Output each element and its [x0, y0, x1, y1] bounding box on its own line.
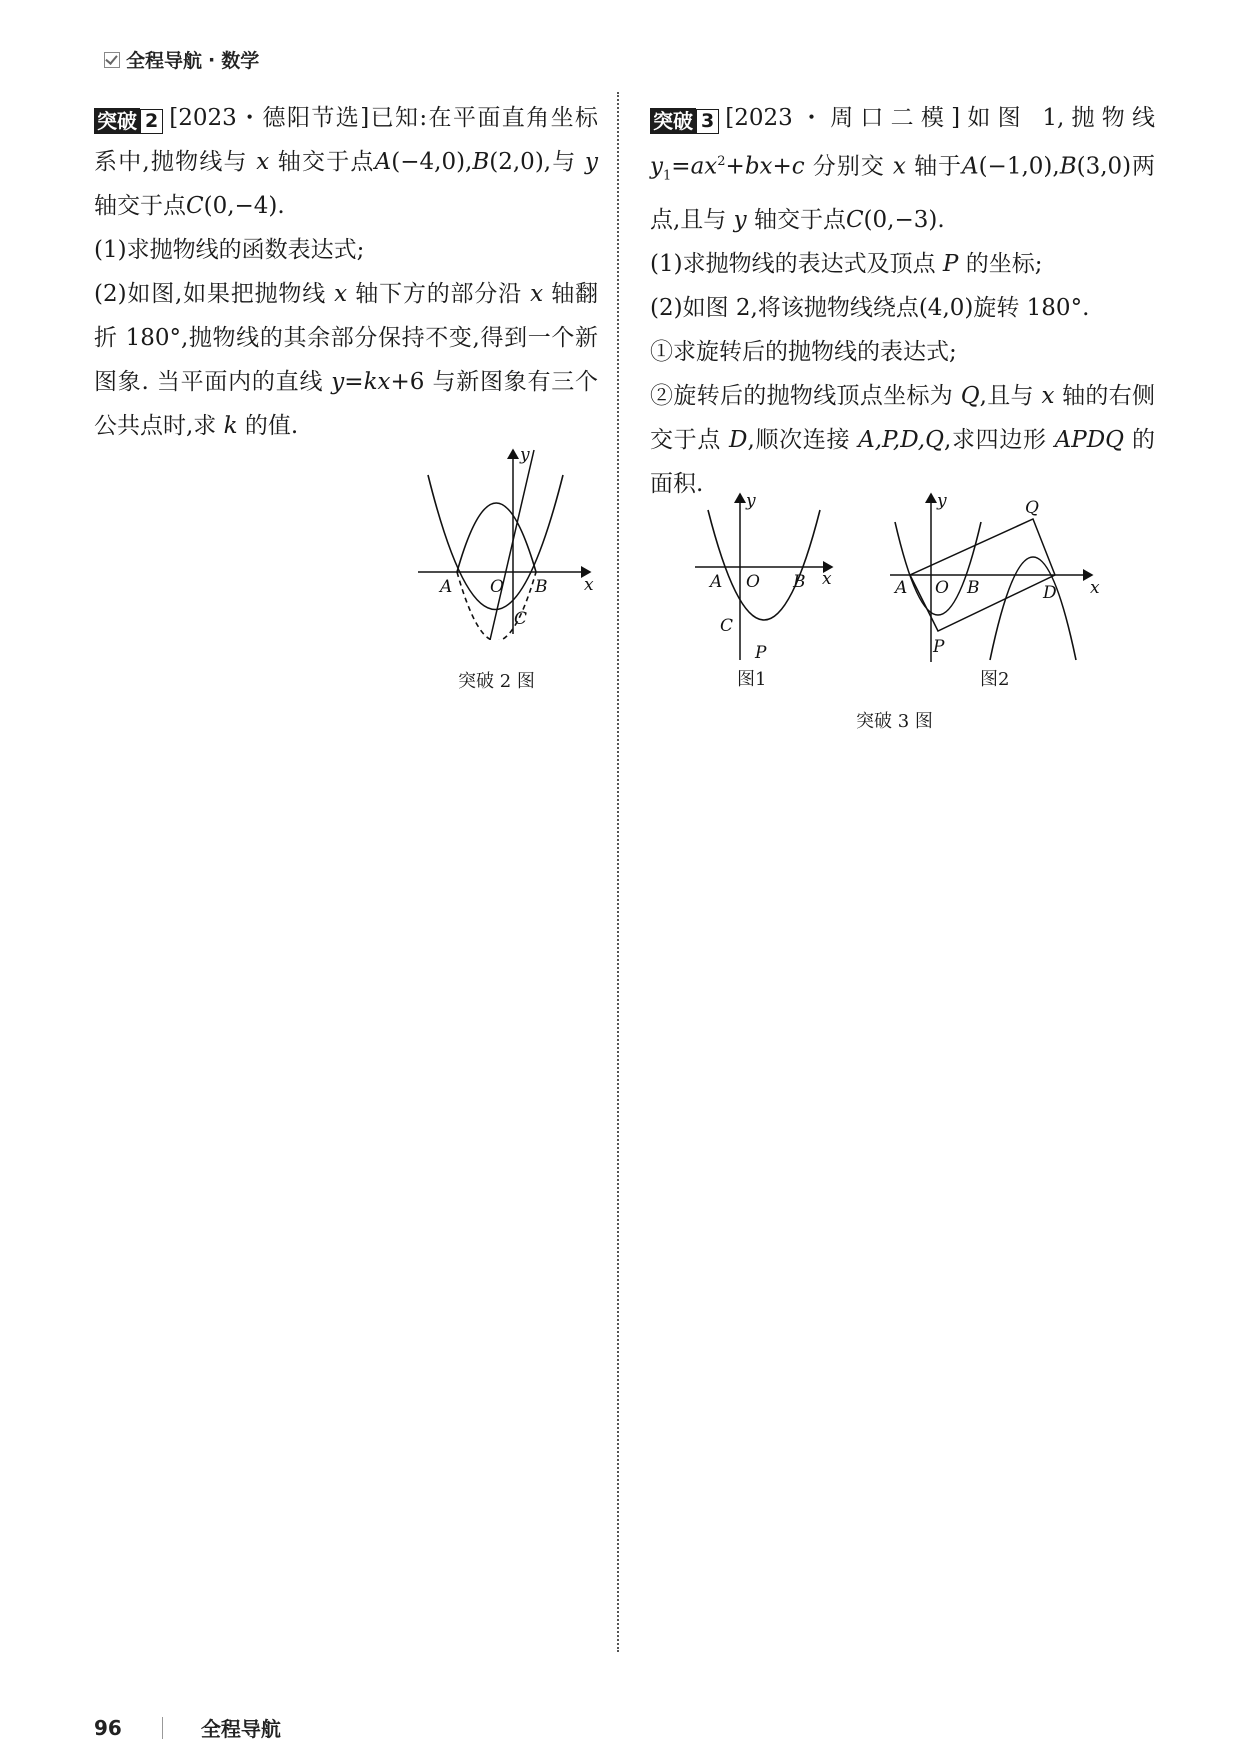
original-parabola — [895, 522, 981, 615]
problem-3-q2: (2)如图 2,将该抛物线绕点(4,0)旋转 180°. — [650, 295, 1090, 322]
label-y: y — [520, 445, 530, 465]
label-x: x — [1090, 578, 1100, 598]
text: 轴于 — [914, 153, 962, 180]
var-x: x — [377, 369, 391, 395]
text: 轴交于点 — [94, 193, 186, 219]
var-y: y — [585, 149, 599, 175]
var-bx: bx — [744, 153, 773, 180]
var-b: B — [472, 149, 490, 175]
var-y: y — [733, 207, 747, 234]
text: (−4,0), — [391, 149, 473, 175]
label-a: A — [895, 578, 908, 598]
text: ,顺次连接 — [747, 427, 851, 454]
var-y: y — [331, 369, 345, 395]
tag-label: 突破 — [650, 108, 696, 134]
var-c: C — [186, 193, 204, 219]
label-x: x — [584, 575, 594, 595]
text: ,求四边形 — [943, 427, 1047, 454]
tag-label: 突破 — [94, 108, 140, 134]
problem-3 — [650, 96, 1155, 506]
problem-3-tag — [650, 108, 719, 134]
text: ,且与 — [979, 383, 1034, 410]
label-d: D — [1043, 583, 1057, 603]
var-apdq: APDQ — [1054, 427, 1125, 454]
figure-2-caption: 图2 — [980, 669, 1010, 690]
column-divider — [617, 92, 619, 1652]
var-y: y — [650, 153, 663, 180]
var-b: B — [1059, 153, 1077, 180]
label-a: A — [440, 577, 453, 597]
header-title: 全程导航 — [126, 50, 203, 72]
problem-source: [2023・德阳节选] — [169, 105, 370, 131]
label-c: C — [514, 609, 528, 629]
text: = — [344, 369, 364, 395]
figure-1-caption: 图1 — [737, 669, 767, 690]
label-b: B — [793, 572, 806, 592]
text: 轴下方的部分沿 — [355, 281, 522, 307]
text: 轴翻折 180°,抛物线的其余部分保持不变,得到一个新图象. 当平面内的直线 — [94, 281, 599, 395]
text: (3,0)两点,且与 — [650, 153, 1156, 234]
problem-2-figure — [410, 440, 610, 640]
var-c: C — [845, 207, 864, 234]
checkbox-icon — [104, 52, 120, 68]
text: + — [772, 153, 792, 180]
problem-3-q2-1: ①求旋转后的抛物线的表达式; — [650, 339, 957, 366]
var-a: A — [961, 153, 979, 180]
parabola — [708, 510, 820, 620]
label-q: Q — [1025, 498, 1039, 518]
problem-3-caption: 突破 3 图 — [856, 711, 933, 732]
flipped-arc — [457, 503, 536, 572]
problem-2-q1: (1)求抛物线的函数表达式; — [94, 237, 365, 263]
text: 轴交于点 — [753, 207, 846, 234]
var-list: A,P,D,Q — [858, 427, 944, 454]
label-p: P — [755, 643, 767, 663]
header-subject: 数学 — [221, 50, 260, 72]
var-q: Q — [960, 383, 980, 410]
var-x: x — [892, 153, 906, 180]
problem-2-intro — [94, 96, 598, 228]
text: 分别交 — [812, 153, 885, 180]
var-p: P — [942, 251, 959, 278]
label-y: y — [937, 491, 947, 511]
sup-2: 2 — [717, 154, 726, 169]
problem-source: [2023・周口二模] — [725, 105, 961, 131]
rotated-parabola — [990, 557, 1076, 660]
problem-3-intro — [650, 96, 1155, 242]
var-k: k — [363, 369, 378, 395]
label-c: C — [720, 616, 734, 636]
text: 如图 1,抛物线 — [960, 105, 1155, 131]
text: +6 与新图象有三个公共点时,求 — [94, 369, 599, 439]
text: (−1,0), — [978, 153, 1060, 180]
var-k: k — [223, 413, 238, 439]
text: (2,0),与 — [489, 149, 577, 175]
problem-3-figure-1 — [690, 490, 840, 665]
text: 轴交于点 — [277, 149, 375, 175]
page-number: 96 — [94, 1715, 122, 1740]
tag-number: 2 — [140, 109, 163, 134]
page-header — [104, 46, 259, 73]
sub-1: 1 — [663, 168, 672, 184]
page-footer — [94, 1713, 281, 1742]
problem-2-tag — [94, 108, 163, 134]
label-b: B — [967, 578, 980, 598]
text: 已知:在平面直角坐标系中,抛物线与 — [94, 105, 599, 175]
var-c: c — [791, 153, 805, 180]
var-d: D — [729, 427, 748, 454]
text: 的值. — [244, 413, 299, 439]
text: (0,−4). — [203, 193, 285, 219]
text: + — [725, 153, 745, 180]
footer-separator — [162, 1717, 163, 1739]
problem-2-caption: 突破 2 图 — [458, 671, 535, 692]
text: (2)如图,如果把抛物线 — [94, 281, 327, 307]
text: 的面积. — [650, 427, 1156, 498]
label-p: P — [933, 637, 945, 657]
problem-2 — [94, 96, 598, 448]
var-x: x — [334, 281, 348, 307]
text: (1)求抛物线的表达式及顶点 — [650, 251, 936, 278]
var-ax: ax — [690, 153, 718, 180]
var-x: x — [530, 281, 544, 307]
text: 的坐标; — [965, 251, 1043, 278]
label-x: x — [822, 569, 832, 589]
var-a: A — [374, 149, 392, 175]
problem-2-q2 — [94, 272, 598, 448]
problem-3-q1 — [650, 242, 1155, 286]
label-b: B — [535, 577, 548, 597]
text: ②旋转后的抛物线顶点坐标为 — [650, 383, 954, 410]
problem-3-q2-2 — [650, 374, 1155, 506]
var-x: x — [1041, 383, 1055, 410]
tag-number: 3 — [696, 109, 719, 134]
problem-3-figure-2 — [885, 490, 1105, 665]
text: = — [671, 153, 691, 180]
var-x: x — [256, 149, 270, 175]
label-o: O — [490, 577, 504, 597]
text: 轴的右侧交于点 — [650, 383, 1156, 454]
text: (0,−3). — [863, 207, 945, 234]
label-a: A — [710, 572, 723, 592]
footer-title: 全程导航 — [200, 1717, 281, 1741]
header-dot: · — [208, 48, 216, 71]
label-o: O — [746, 572, 760, 592]
label-y: y — [746, 491, 756, 511]
label-o: O — [935, 578, 949, 598]
